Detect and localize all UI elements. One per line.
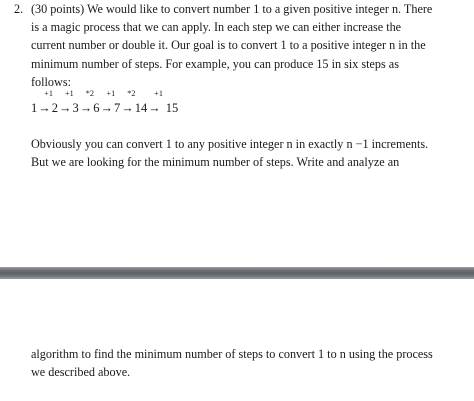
problem-statement <box>14 0 464 91</box>
problem-line: current number or double it. Our goal is to convert 1 to a positive integer n in the <box>31 38 426 53</box>
chain-step <box>59 89 74 118</box>
problem-number: 2. <box>14 2 24 16</box>
paragraph-line: we described above. <box>31 365 131 380</box>
arrow-icon: → <box>100 101 113 115</box>
chain-step <box>148 89 163 118</box>
arrow-icon: → <box>148 101 161 115</box>
chain-operation: +1 <box>106 89 116 98</box>
chain-value: 7 <box>114 101 121 115</box>
paragraph-line: But we are looking for the minimum number of steps. Write and analyze an <box>31 155 400 170</box>
chain-value: 2 <box>51 101 58 115</box>
chain-value: 6 <box>93 101 100 115</box>
problem-line: (30 points) We would like to convert number 1 to a given positive integer n. There <box>31 2 433 16</box>
chain-operation: +1 <box>65 89 74 98</box>
arrow-icon: → <box>79 101 93 115</box>
arrow-icon: → <box>121 101 134 115</box>
arrow-icon: → <box>38 101 51 115</box>
problem-line: minimum number of steps. For example, you can produce 15 in six steps as <box>31 56 399 71</box>
chain-operation: +1 <box>44 89 53 98</box>
arrow-icon: → <box>59 101 72 115</box>
problem-line: follows: <box>31 74 71 89</box>
paragraph-line: Obviously you can convert 1 to any positive integer n in exactly n −1 increments. <box>31 137 429 151</box>
chain-step <box>79 89 94 118</box>
chain-value: 15 <box>165 101 179 115</box>
chain-operation: +1 <box>154 89 163 98</box>
problem-paragraph-2 <box>31 135 428 171</box>
paragraph-line: algorithm to find the minimum number of steps to convert 1 to n using the process <box>31 347 433 361</box>
chain-value: 14 <box>134 101 148 115</box>
chain-value: 3 <box>72 101 79 115</box>
problem-line: is a magic process that we can apply. In each step we can either increase the <box>31 20 402 35</box>
chain-start-value: 1 <box>31 101 38 115</box>
chain-operation: *2 <box>127 89 136 98</box>
problem-paragraph-3 <box>31 345 433 381</box>
chain-operation: *2 <box>85 89 94 98</box>
example-step-chain <box>31 89 179 118</box>
chain-step <box>100 89 116 118</box>
page-break-divider <box>0 267 474 279</box>
chain-step <box>38 89 53 118</box>
chain-step <box>121 89 136 118</box>
problem-intro <box>31 0 464 91</box>
